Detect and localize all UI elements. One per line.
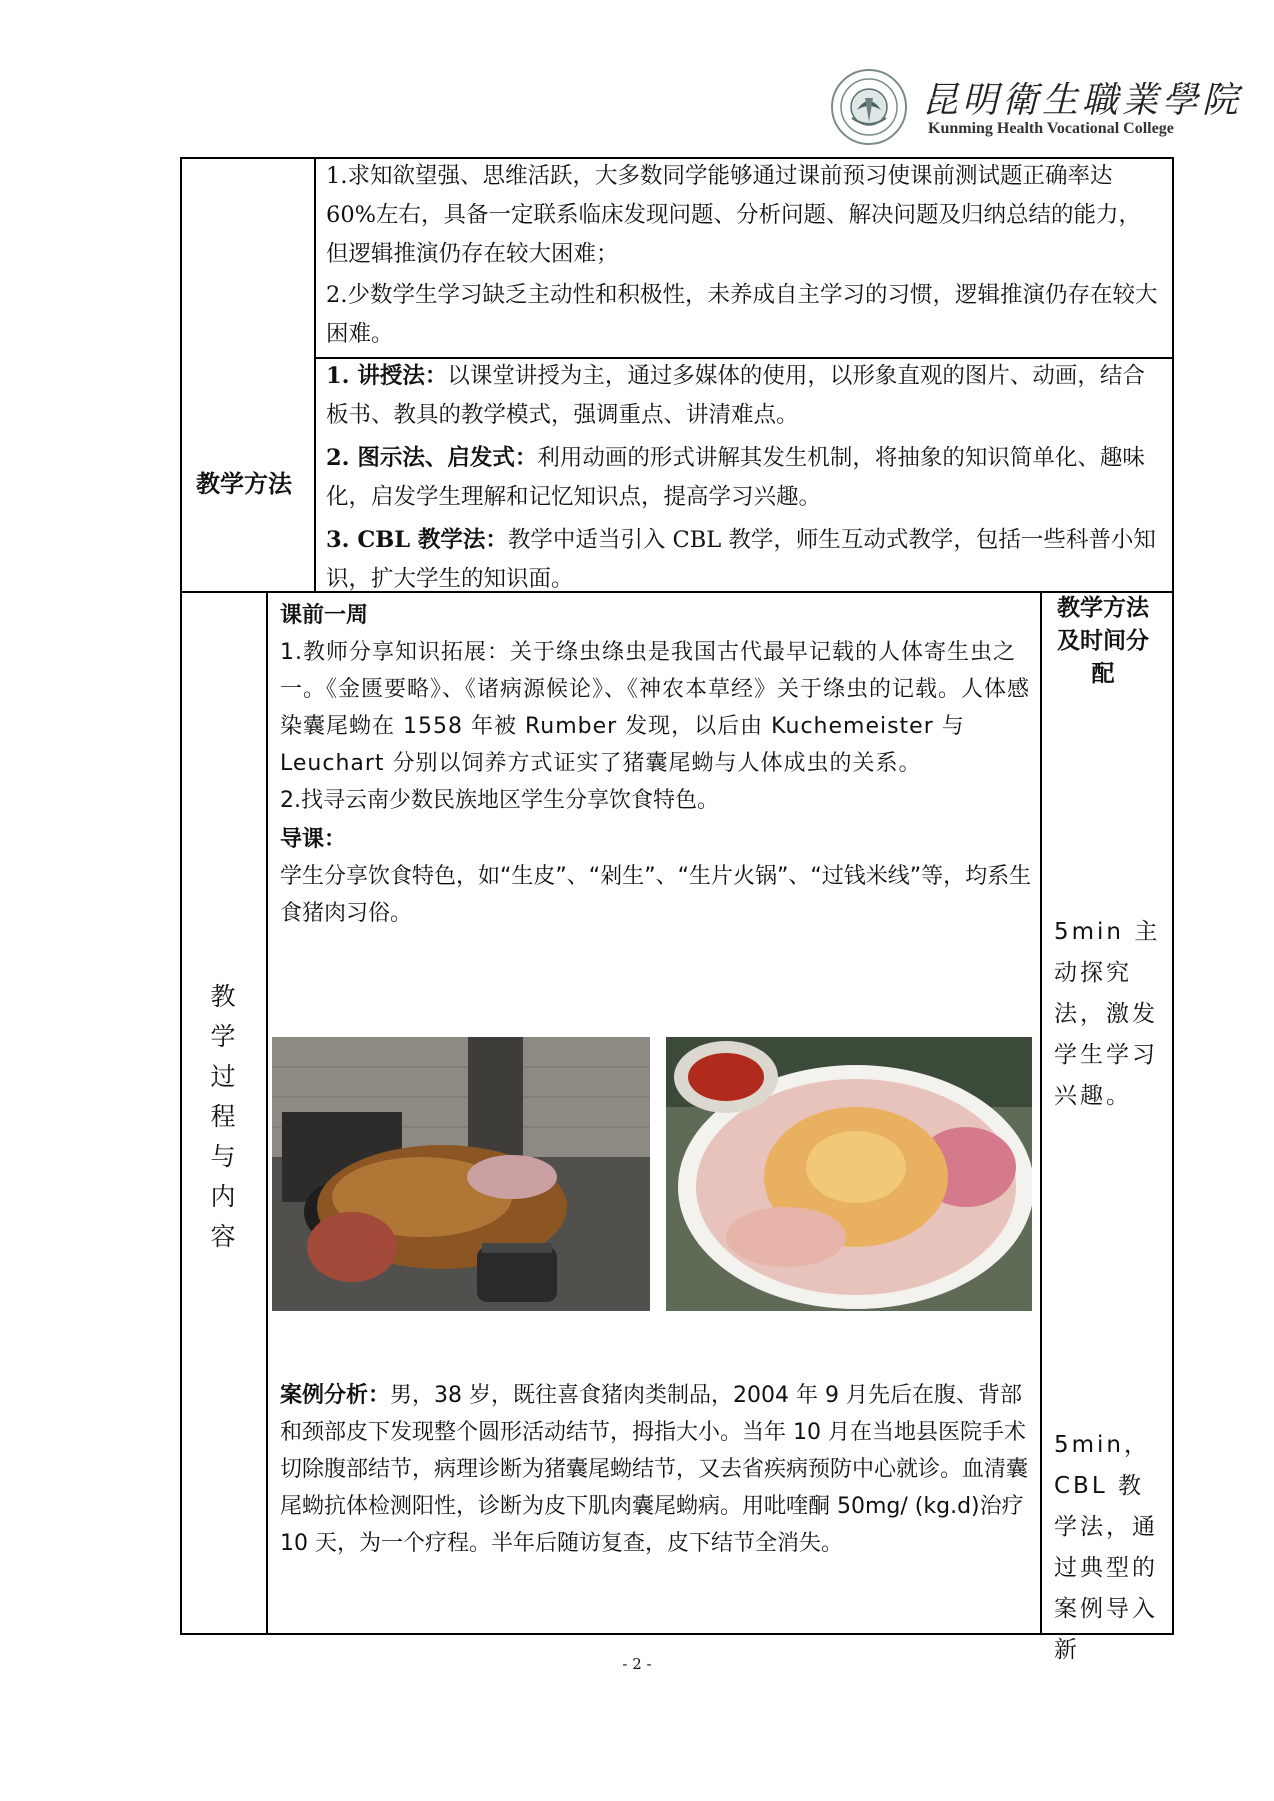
- method-1-text: 以课堂讲授为主，通过多媒体的使用，以形象直观的图片、动画，结合板书、教具的教学模式，强调重点、讲清难点。: [326, 363, 1145, 428]
- teaching-method-label: 教学方法: [196, 470, 292, 498]
- method-2-text: 利用动画的形式讲解其发生机制，将抽象的知识简单化、趣味化，启发学生理解和记忆知识点，提高学习兴趣。: [326, 445, 1145, 510]
- lesson-plan-table: [180, 157, 1174, 1663]
- learner-analysis-p1: 1.求知欲望强、思维活跃，大多数同学能够通过课前预习使课前测试题正确率达 60%左右，具备一定联系临床发现问题、分析问题、解决问题及归纳总结的能力，但逻辑推演仍存在较大困难；: [326, 163, 1142, 267]
- process-content: [280, 597, 1032, 932]
- learner-analysis-p2: 2.少数学生学习缺乏主动性和积极性，未养成自主学习的习惯，逻辑推演仍存在较大困难。: [326, 282, 1158, 347]
- case-analysis-text: 男，38 岁，既往喜食猪肉类制品，2004 年 9 月先后在腹、背部和颈部皮下发现整个圆形活动结节，拇指大小。当年 10 月在当地县医院手术切除腹部结节，病理诊断为猪囊尾蚴结节，又去省疾病预防中心就诊。血清囊尾蚴抗体检测阳性，诊断为皮下肌肉囊尾蚴病。用吡喹酮 50mg/ (kg.d)治疗 10 天，为一个疗程。半年后随访复查，皮下结节全消失。: [280, 1383, 1029, 1556]
- case-analysis-title: 案例分析：: [280, 1383, 391, 1408]
- method-1: [326, 357, 1162, 435]
- method-3: [326, 521, 1162, 599]
- pre-week-title: 课前一周: [280, 603, 369, 628]
- table-border-left: [180, 157, 182, 1635]
- method-2: [326, 439, 1162, 517]
- learner-analysis-cell: [326, 157, 1162, 354]
- side-note-intro: 5min 主动探究法，激发学生学习兴趣。: [1054, 919, 1161, 1109]
- intro-title: 导课：: [280, 827, 347, 852]
- table-border-bottom: [180, 1633, 1174, 1635]
- method-3-title: 3. CBL 教学法：: [326, 527, 508, 553]
- college-name-en: Kunming Health Vocational College: [928, 120, 1174, 137]
- table-col-divider-top: [314, 157, 316, 593]
- college-name-cn: 昆明衛生職業學院: [922, 80, 1243, 121]
- college-seal-icon: [830, 68, 908, 146]
- case-analysis: [280, 1377, 1032, 1562]
- side-column-header: 教学方法及时间分配: [1057, 595, 1149, 687]
- teaching-method-cell: [326, 357, 1162, 599]
- college-logo: [830, 66, 1243, 146]
- table-col-divider-side: [1040, 591, 1042, 1635]
- table-border-right: [1172, 157, 1174, 1635]
- pre-week-p2: 2.找寻云南少数民族地区学生分享饮食特色。: [280, 788, 719, 813]
- teaching-process-label: 教学过程与内容: [210, 982, 236, 1251]
- pre-week-p1: 1.教师分享知识拓展：关于绦虫绦虫是我国古代最早记载的人体寄生虫之一。《金匮要略》、《诸病源候论》、《神农本草经》关于绦虫的记载。人体感染囊尾蚴在 1558 年被 Rumber 发现，以后由 Kuchemeister 与 Leuchart 分别以饲养方式证实了猪囊尾蚴与人体成虫的关系。: [280, 640, 1031, 776]
- case-analysis-paragraph: [280, 1377, 1032, 1562]
- side-note-case: 5min，CBL 教学法，通过典型的案例导入新: [1054, 1432, 1158, 1663]
- method-3-text: 教学中适当引入 CBL 教学，师生互动式教学，包括一些科普小知识，扩大学生的知识面。: [326, 527, 1156, 592]
- table-col-divider-process: [266, 591, 268, 1635]
- roast-pig-photo: [272, 1037, 650, 1311]
- page-number: - 2 -: [622, 1655, 652, 1673]
- raw-pork-platter-photo: [666, 1037, 1032, 1311]
- method-2-title: 2. 图示法、启发式：: [326, 445, 538, 471]
- intro-text: 学生分享饮食特色，如“生皮”、“剁生”、“生片火锅”、“过钱米线”等，均系生食猪肉习俗。: [280, 864, 1032, 926]
- method-1-title: 1. 讲授法：: [326, 363, 448, 389]
